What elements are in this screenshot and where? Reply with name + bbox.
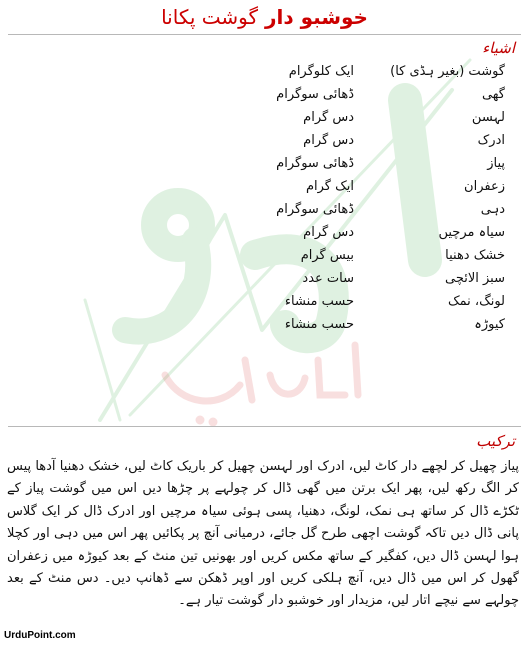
ingredient-quantity: سات عدد (302, 271, 354, 286)
ingredient-name: لہسن (471, 110, 505, 125)
title-part-2: گوشت پکانا (161, 5, 259, 29)
ingredient-row (0, 269, 529, 292)
ingredient-name: خشک دھنیا (445, 248, 505, 263)
ingredient-quantity: ایک گرام (305, 179, 354, 194)
ingredient-row (0, 246, 529, 269)
ingredient-name: سبز الائچی (445, 271, 505, 286)
ingredient-name: سیاہ مرچیں (438, 225, 505, 240)
ingredient-quantity: ڈھائی سوگرام (276, 156, 354, 171)
ingredient-row (0, 131, 529, 154)
ingredient-row (0, 292, 529, 315)
ingredient-name: ادرک (477, 133, 505, 148)
ingredient-row (0, 200, 529, 223)
ingredients-heading: اشیاء (482, 39, 515, 57)
method-divider (8, 426, 521, 427)
method-text: پیاز چھیل کر لچھے دار کاٹ لیں، ادرک اور لہسن چھیل کر باریک کاٹ لیں، خشک دھنیا آدھا پیس کر الگ رکھ لیں، پھر ایک برتن میں گھی ڈال کر چولہے پر چڑھا دیں اس میں گوشت پیاز کے ٹکڑے ڈال کر ساتھ ہی نمک، لونگ، دھنیا، پسی ہوئی سیاہ مرچیں اور ادرک ڈال کر ایک گلاس پانی ڈال دیں تاکہ گوشت اچھی طرح گل جائے، درمیانی آنچ پر پکائیں پھر اس میں دہی اور کچلا ہوا لہسن ڈال دیں، کفگیر کے ساتھ مکس کریں اور بھونیں تین منٹ کے بعد کیوڑہ میں زعفران گھول کر اس میں ڈال دیں، آنچ ہلکی کریں اور اوپر ڈھکن سے ڈھانپ دیں۔ دس منٹ کے بعد چولہے سے نیچے اتار لیں، مزیدار اور خوشبو دار گوشت تیار ہے۔ (7, 459, 519, 609)
ingredient-row (0, 62, 529, 85)
ingredient-name: زعفران (464, 179, 505, 194)
ingredient-row (0, 154, 529, 177)
ingredient-row (0, 315, 529, 338)
ingredient-quantity: دس گرام (303, 133, 354, 148)
ingredient-row (0, 85, 529, 108)
ingredient-row (0, 223, 529, 246)
site-footer-link[interactable]: UrduPoint.com (4, 630, 76, 641)
ingredient-name: دہی (480, 202, 505, 217)
ingredient-quantity: حسب منشاء (284, 294, 354, 309)
ingredient-quantity: دس گرام (303, 110, 354, 125)
ingredient-name: گوشت (بغیر ہڈی کا) (390, 64, 505, 79)
ingredient-name: پیاز (487, 156, 505, 171)
ingredient-quantity: حسب منشاء (284, 317, 354, 332)
method-heading: ترکیب (476, 432, 515, 450)
ingredient-row (0, 177, 529, 200)
ingredient-name: گھی (481, 87, 505, 102)
ingredient-quantity: ڈھائی سوگرام (276, 202, 354, 217)
page-title (0, 2, 529, 32)
ingredient-name: لونگ، نمک (447, 294, 505, 309)
ingredient-row (0, 108, 529, 131)
ingredient-quantity: بیس گرام (300, 248, 354, 263)
title-divider (8, 34, 521, 35)
ingredient-quantity: دس گرام (303, 225, 354, 240)
ingredient-quantity: ڈھائی سوگرام (276, 87, 354, 102)
ingredient-name: کیوڑہ (474, 317, 505, 332)
ingredient-quantity: ایک کلوگرام (288, 64, 354, 79)
title-part-1: خوشبو دار (265, 5, 368, 29)
